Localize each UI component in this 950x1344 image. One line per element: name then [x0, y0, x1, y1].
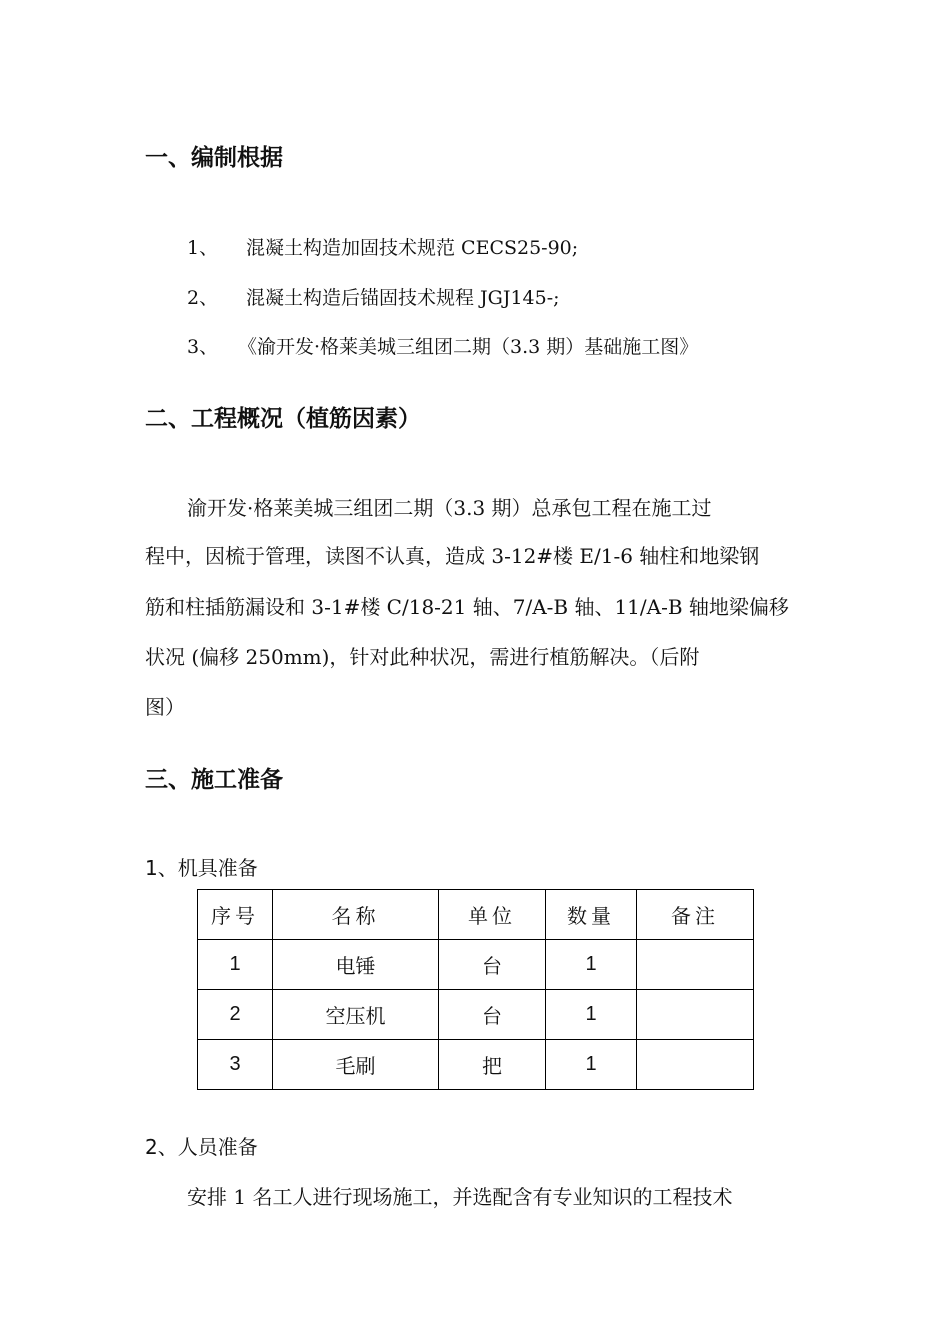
personnel-heading: 2、人员准备: [145, 1135, 258, 1159]
cell-index: 3: [198, 1040, 273, 1090]
reference-number: 3、: [187, 336, 219, 358]
cell-remarks: [637, 990, 754, 1040]
cell-index: 2: [198, 990, 273, 1040]
cell-index: 1: [198, 940, 273, 990]
equipment-table: [197, 889, 754, 1090]
cell-unit: 台: [439, 940, 546, 990]
table-row: [198, 1040, 754, 1090]
cell-remarks: [637, 940, 754, 990]
cell-name: 空压机: [273, 990, 439, 1040]
personnel-text: 安排 1 名工人进行现场施工，并选配含有专业知识的工程技术: [187, 1185, 733, 1209]
section-heading-basis: 一、编制根据: [145, 145, 283, 171]
reference-text: 《渝开发·格莱美城三组团二期（3.3 期）基础施工图》: [238, 336, 699, 358]
reference-text: 混凝土构造后锚固技术规程 JGJ145-;: [246, 287, 560, 309]
header-cell-quantity: 数量: [546, 890, 637, 940]
cell-quantity: 1: [546, 990, 637, 1040]
cell-name: 电锤: [273, 940, 439, 990]
header-cell-remarks: 备注: [637, 890, 754, 940]
table-row: [198, 940, 754, 990]
table-header-row: [198, 890, 754, 940]
cell-remarks: [637, 1040, 754, 1090]
section-heading-preparation: 三、施工准备: [145, 767, 283, 793]
cell-unit: 把: [439, 1040, 546, 1090]
header-cell-index: 序号: [198, 890, 273, 940]
section-heading-overview: 二、工程概况（植筋因素）: [145, 406, 421, 432]
equipment-heading: 1、机具准备: [145, 856, 258, 880]
header-cell-unit: 单位: [439, 890, 546, 940]
overview-line: 渝开发·格莱美城三组团二期（3.3 期）总承包工程在施工过: [187, 496, 712, 520]
header-cell-name: 名称: [273, 890, 439, 940]
cell-quantity: 1: [546, 1040, 637, 1090]
table-row: [198, 990, 754, 1040]
cell-quantity: 1: [546, 940, 637, 990]
cell-name: 毛刷: [273, 1040, 439, 1090]
overview-line: 程中，因梳于管理，读图不认真，造成 3-12#楼 E/1-6 轴柱和地梁钢: [145, 544, 760, 568]
reference-number: 1、: [187, 237, 219, 259]
overview-line: 状况 (偏移 250mm)，针对此种状况，需进行植筋解决。（后附: [145, 645, 700, 669]
overview-line: 筋和柱插筋漏设和 3-1#楼 C/18-21 轴、7/A-B 轴、11/A-B 轴地梁偏移: [145, 595, 789, 619]
reference-number: 2、: [187, 287, 219, 309]
reference-text: 混凝土构造加固技术规范 CECS25-90;: [246, 237, 579, 259]
overview-line: 图）: [145, 695, 185, 719]
cell-unit: 台: [439, 990, 546, 1040]
